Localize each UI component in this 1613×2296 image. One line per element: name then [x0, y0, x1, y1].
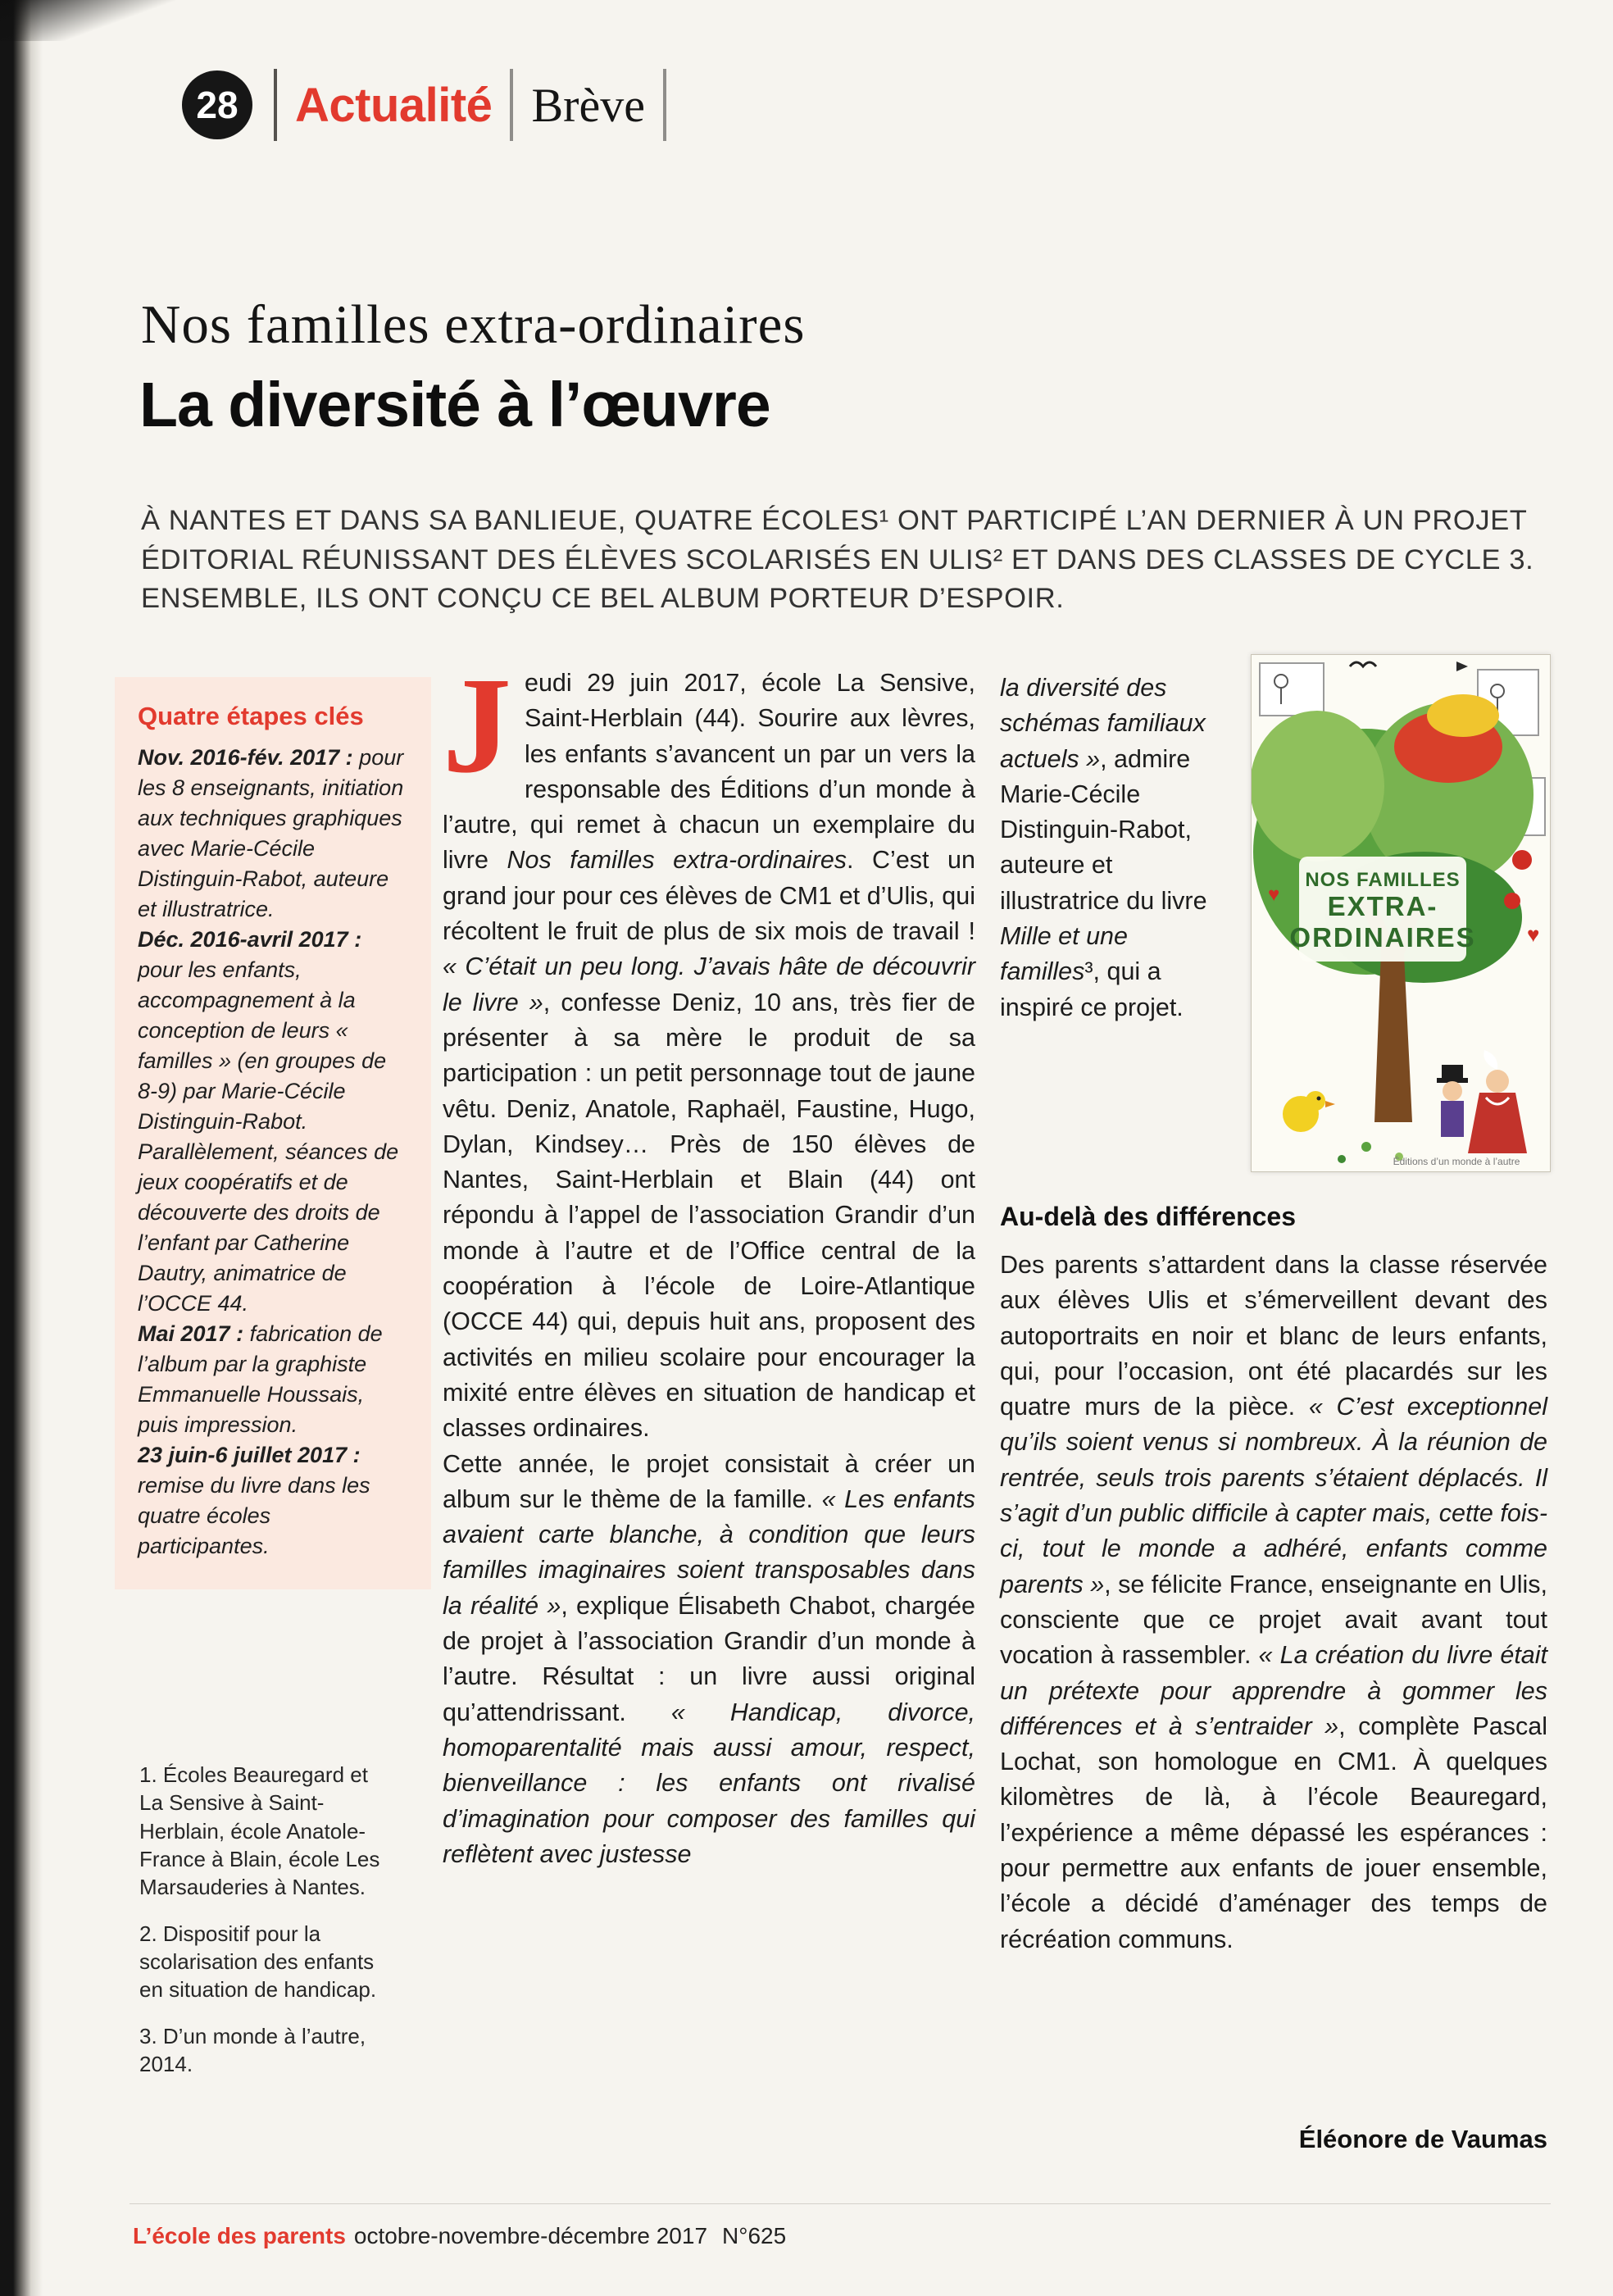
- book-title-line3: ORDINAIRES: [1289, 922, 1476, 952]
- article-main-title: La diversité à l’œuvre: [139, 370, 770, 440]
- book-title-line2: EXTRA-: [1327, 891, 1438, 921]
- issue-date: octobre-novembre-décembre 2017: [353, 2223, 708, 2248]
- step-text: remise du livre dans les quatre écoles participantes.: [138, 1472, 370, 1558]
- svg-text:♥: ♥: [1527, 922, 1540, 947]
- book-cover-image: [1251, 654, 1551, 1172]
- sidebar-title: Quatre étapes clés: [138, 702, 364, 730]
- sidebar-step: [138, 1440, 408, 1562]
- paragraph-text: eudi 29 juin 2017, école La Sensive, Saint-Herblain (44). Sourire aux lèvres, les enfants s’avancent un par un vers la responsable des Éditions d’un monde à l’autre, qui remet à chacun un exemplaire du livre Nos familles extra-ordinaires. C’est un grand jour pour ces élèves de CM1 et d’Ulis, qui récoltent le fruit de plus de six mois de travail ! « C’était un peu long. J’avais hâte de découvrir le livre », confesse Deniz, 10 ans, très fier de présenter à sa mère le produit de sa participation : un petit personnage tout de jaune vêtu. Deniz, Anatole, Raphaël, Faustine, Hugo, Dylan, Kindsey… Près de 150 élèves de Nantes, Saint-Herblain et Blain (44) ont répondu à l’appel de l’association Grandir d’un monde à l’autre et de l’Office central de la coopération à l’école de Loire-Atlantique (OCCE 44) qui, depuis huit ans, proposent des activités en milieu scolaire pour encourager la mixité entre élèves en situation de handicap et classes ordinaires.: [443, 669, 976, 1443]
- book-title-line1: NOS FAMILLES: [1305, 869, 1461, 891]
- step-date: Nov. 2016-fév. 2017 :: [138, 745, 360, 770]
- footnote-1: 1. Écoles Beauregard et La Sensive à Saint-Herblain, école Anatole-France à Blain, école Les Marsauderies à Nantes.: [139, 1762, 380, 1900]
- svg-text:♥: ♥: [1268, 884, 1280, 906]
- step-text: fabrication de l’album par la graphiste Emmanuelle Houssais, puis impression.: [138, 1321, 383, 1437]
- step-date: Déc. 2016-avril 2017 :: [138, 926, 362, 952]
- page-header: [182, 69, 684, 141]
- article-body-column-1: [443, 649, 976, 1872]
- book-imprint: Éditions d’un monde à l’autre: [1393, 1156, 1520, 1167]
- footnote-2: 2. Dispositif pour la scolarisation des enfants en situation de handicap.: [139, 1921, 377, 2003]
- step-text: pour les enfants, accompagnement à la conception de leurs « familles » (en groupes de 8-9) par Marie-Cécile Distinguin-Rabot. Parallèlement, séances de jeux coopératifs et de découverte des droits de l’enfant par Catherine Dautry, animatrice de l’OCCE 44.: [138, 957, 399, 1316]
- issue-number: N°625: [722, 2223, 787, 2248]
- scan-corner-shadow: [0, 0, 180, 41]
- sidebar-key-steps-box: [115, 677, 431, 1589]
- sidebar-step: [138, 743, 408, 925]
- subsection-label: Brève: [531, 78, 645, 132]
- body-paragraph-1: [443, 649, 976, 1447]
- footnotes: [139, 1761, 385, 2096]
- body-paragraph-2: Cette année, le projet consistait à créer un album sur le thème de la famille. « Les enfants avaient carte blanche, à condition que leurs familles imaginaires soient transposables dans la réalité », explique Élisabeth Chabot, chargée de projet à l’association Grandir d’un monde à l’autre. Résultat : un livre aussi original qu’attendrissant. « Handicap, divorce, homoparentalité mais aussi amour, respect, bienveillance : les enfants ont rivalisé d’imagination pour composer des familles qui reflètent avec justesse: [443, 1449, 976, 1868]
- magazine-brand: L’école des parents: [133, 2223, 346, 2248]
- header-divider: [510, 69, 513, 141]
- book-cover-illustration: [1252, 655, 1550, 1171]
- footnote-3: 3. D’un monde à l’autre, 2014.: [139, 2023, 366, 2076]
- header-divider: [663, 69, 666, 141]
- footer-rule: [129, 2203, 1551, 2204]
- author-byline: Éléonore de Vaumas: [1298, 2125, 1547, 2153]
- page-footer: [133, 2223, 786, 2249]
- step-date: Mai 2017 :: [138, 1321, 250, 1346]
- article-body-column-2: Des parents s’attardent dans la classe réservée aux élèves Ulis et s’émerveillent devant des autoportraits en noir et blanc de leurs enfants, qui, pour l’occasion, ont été placardés sur les quatre murs de la pièce. « C’est exceptionnel qu’ils soient venus si nombreux. À la réunion de rentrée, seuls trois parents s’étaient déplacés. Il s’agit d’un public difficile à capter mais, cette fois-ci, tout le monde a adhéré, enfants comme parents », se félicite France, enseignante en Ulis, consciente que ce projet avait avant tout vocation à rassembler. « La création du livre était un prétexte pour apprendre à gommer les différences et à s’entraider », complète Pascal Lochat, son homologue en CM1. À quelques kilomètres de là, à l’école Beauregard, l’expérience a même dépassé les espérances : pour permettre aux enfants de jouer ensemble, l’école a décidé d’aménager des temps de récréation communs.: [1000, 1251, 1548, 1953]
- article-kicker-title: Nos familles extra-ordinaires: [141, 294, 806, 355]
- article-body-column-2-top: la diversité des schémas familiaux actuels », admire Marie-Cécile Distinguin-Rabot, auteure et illustratrice du livre Mille et une familles³, qui a inspiré ce projet.: [1000, 674, 1207, 1021]
- page-number-badge: 28: [182, 70, 252, 139]
- step-text: pour les 8 enseignants, initiation aux techniques graphiques avec Marie-Cécile Distinguin-Rabot, auteure et illustratrice.: [138, 745, 404, 921]
- section-label: Actualité: [295, 78, 493, 132]
- header-divider: [274, 69, 277, 141]
- sidebar-step: [138, 925, 408, 1319]
- article-standfirst: À NANTES ET DANS SA BANLIEUE, QUATRE ÉCOLES¹ ONT PARTICIPÉ L’AN DERNIER À UN PROJET ÉDITORIAL RÉUNISSANT DES ÉLÈVES SCOLARISÉS EN ULIS² ET DANS DES CLASSES DE CYCLE 3. ENSEMBLE, ILS ONT CONÇU CE BEL ALBUM PORTEUR D’ESPOIR.: [141, 505, 1534, 615]
- scan-edge: [0, 0, 43, 2296]
- section-heading: Au-delà des différences: [1000, 1202, 1296, 1231]
- sidebar-step: [138, 1319, 408, 1440]
- drop-cap: J: [443, 649, 511, 802]
- step-date: 23 juin-6 juillet 2017 :: [138, 1442, 361, 1467]
